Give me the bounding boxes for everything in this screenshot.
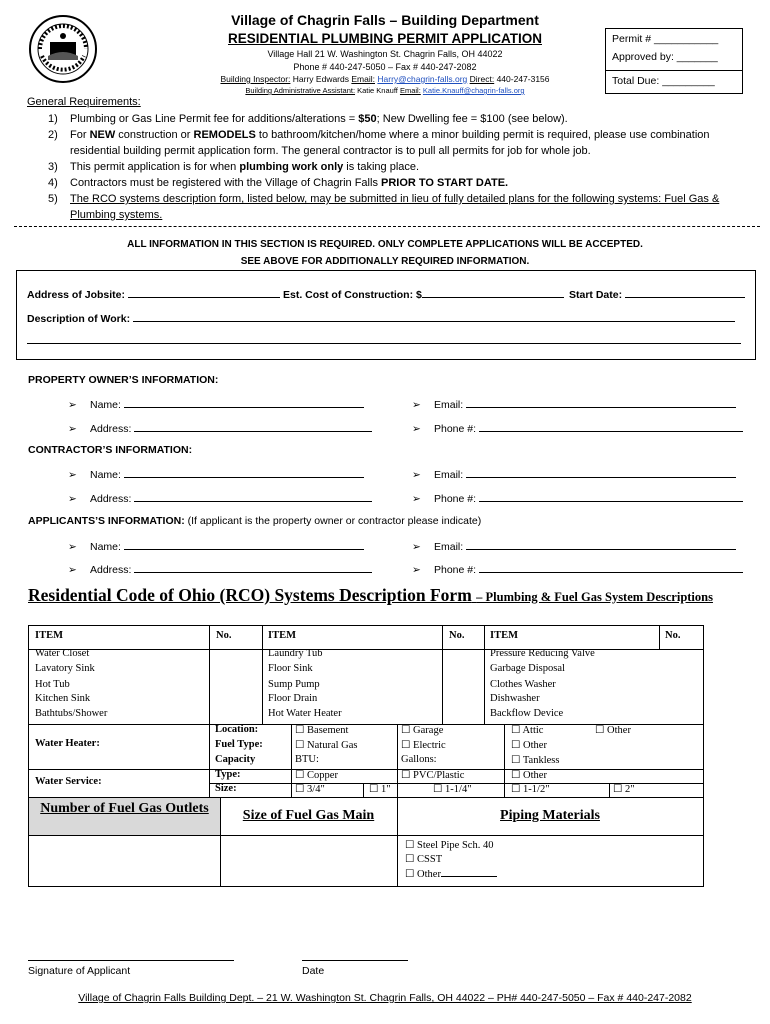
size-1-checkbox[interactable]: ☐ 1"	[369, 784, 391, 795]
natural-gas-checkbox[interactable]: ☐ Natural Gas	[295, 740, 358, 751]
rco-title-sub: – Plumbing & Fuel Gas System Descriptions	[476, 590, 713, 604]
start-date-label: Start Date:	[569, 289, 623, 301]
required-notice-2: SEE ABOVE FOR ADDITIONALLY REQUIRED INFORMATION.	[240, 256, 530, 267]
job-info-box	[16, 270, 756, 360]
total-due-field: Total Due: _________	[612, 75, 715, 87]
contractor-phone-field[interactable]	[412, 491, 743, 505]
village-seal-logo	[28, 14, 98, 84]
general-requirements-title: General Requirements:	[27, 96, 141, 108]
copper-checkbox[interactable]: ☐ Copper	[295, 770, 338, 781]
department-title: Village of Chagrin Falls – Building Department	[231, 12, 539, 28]
owner-name-field[interactable]	[68, 397, 364, 411]
office-use-box	[605, 28, 743, 94]
arrow-bullet-icon: ➢	[68, 493, 77, 505]
arrow-bullet-icon: ➢	[68, 564, 77, 576]
applicant-name-label: Name:	[90, 541, 121, 553]
size-1-1-2-checkbox[interactable]: ☐ 1-1/2"	[511, 784, 550, 795]
steel-pipe-checkbox[interactable]: ☐ Steel Pipe Sch. 40	[405, 840, 494, 851]
requirement-number: 5)	[48, 193, 58, 205]
arrow-bullet-icon: ➢	[412, 399, 421, 411]
applicant-address-line[interactable]	[134, 562, 372, 573]
permit-number-field: Permit # ___________	[612, 33, 719, 45]
rco-title-main: Residential Code of Ohio (RCO) Systems Description Form	[28, 585, 472, 605]
description-label: Description of Work:	[27, 313, 131, 325]
water-service-label: Water Service:	[35, 776, 102, 787]
garage-checkbox[interactable]: ☐ Garage	[401, 725, 444, 736]
applicant-note: (If applicant is the property owner or contractor please indicate)	[187, 515, 482, 527]
applicant-email-label: Email:	[434, 541, 464, 553]
assistant-label: Building Administrative Assistant:	[245, 86, 356, 95]
contractor-email-field[interactable]	[412, 467, 736, 481]
requirement-text: Plumbing or Gas Line Permit fee for additions/alterations = $50; New Dwelling fee = $100 (see below).	[70, 113, 568, 125]
piping-materials-header: Piping Materials	[500, 808, 600, 823]
table-col-divider	[609, 783, 610, 797]
item-floor-sink: Floor Sink	[268, 663, 313, 674]
owner-email-line[interactable]	[466, 397, 736, 408]
arrow-bullet-icon: ➢	[412, 469, 421, 481]
applicant-email-line[interactable]	[466, 539, 736, 550]
arrow-bullet-icon: ➢	[68, 469, 77, 481]
item-garbage-disposal: Garbage Disposal	[490, 663, 565, 674]
applicant-phone-label: Phone #:	[434, 564, 477, 576]
item-backflow-device: Backflow Device	[490, 708, 564, 719]
owner-address-line[interactable]	[134, 421, 372, 432]
fuel-gas-table	[28, 797, 704, 887]
item-kitchen-sink: Kitchen Sink	[35, 693, 91, 704]
jobsite-address-line[interactable]	[128, 287, 280, 298]
type-label: Type:	[215, 769, 241, 780]
cost-line[interactable]	[422, 287, 564, 298]
contractor-phone-line[interactable]	[479, 491, 743, 502]
contractor-email-line[interactable]	[466, 467, 736, 478]
fuel-type-label: Fuel Type:	[215, 739, 263, 750]
approved-by-field: Approved by: _______	[612, 51, 718, 63]
requirement-number: 3)	[48, 161, 58, 173]
arrow-bullet-icon: ➢	[68, 423, 77, 435]
electric-checkbox[interactable]: ☐ Electric	[401, 740, 446, 751]
inspector-label: Building Inspector:	[220, 74, 291, 84]
arrow-bullet-icon: ➢	[412, 423, 421, 435]
applicant-address-field[interactable]	[68, 562, 372, 576]
other-fuel-checkbox[interactable]: ☐ Other	[511, 740, 547, 751]
item-clothes-washer: Clothes Washer	[490, 679, 556, 690]
item-dishwasher: Dishwasher	[490, 693, 540, 704]
owner-phone-label: Phone #:	[434, 423, 477, 435]
general-requirements-list	[48, 111, 748, 223]
csst-checkbox[interactable]: ☐ CSST	[405, 854, 443, 865]
requirement-text: Contractors must be registered with the Village of Chagrin Falls PRIOR TO START DATE.	[70, 177, 509, 189]
arrow-bullet-icon: ➢	[68, 399, 77, 411]
item-hot-water-heater: Hot Water Heater	[268, 708, 342, 719]
other-piping-checkbox[interactable]	[405, 867, 497, 880]
requirement-number: 1)	[48, 113, 58, 125]
contractor-address-label: Address:	[90, 493, 132, 505]
col-header-no: No.	[665, 630, 681, 641]
applicant-phone-field[interactable]	[412, 562, 743, 576]
requirement-item	[48, 175, 748, 191]
table-col-divider	[262, 626, 263, 724]
inspector-name: Harry Edwards	[292, 74, 349, 84]
table-row-divider	[29, 835, 703, 836]
applicant-name-field[interactable]	[68, 539, 364, 553]
assistant-name: Katie Knauff	[357, 86, 398, 95]
requirement-item	[48, 159, 748, 175]
fuel-gas-outlets-header: Number of Fuel Gas Outlets	[40, 801, 209, 816]
owner-phone-line[interactable]	[479, 421, 743, 432]
arrow-bullet-icon: ➢	[412, 541, 421, 553]
table-col-divider	[291, 724, 292, 797]
owner-name-line[interactable]	[124, 397, 364, 408]
water-heater-label: Water Heater:	[35, 738, 100, 749]
applicant-address-label: Address:	[90, 564, 132, 576]
contractor-name-field[interactable]	[68, 467, 364, 481]
other-piping-line[interactable]	[441, 867, 497, 877]
table-col-divider	[209, 724, 210, 797]
table-row-divider	[29, 769, 703, 770]
contractor-address-line[interactable]	[134, 491, 372, 502]
requirement-text: For NEW construction or REMODELS to bathroom/kitchen/home where a minor building permit is required, please use combination residential building permit application form. The general contractor is to pull all permits for job for whole job.	[70, 129, 710, 157]
arrow-bullet-icon: ➢	[412, 564, 421, 576]
col-header-item: ITEM	[490, 630, 519, 641]
form-title: RESIDENTIAL PLUMBING PERMIT APPLICATION	[227, 31, 542, 46]
cost-label: Est. Cost of Construction: $	[283, 289, 422, 301]
item-floor-drain: Floor Drain	[268, 693, 318, 704]
inspector-email-link[interactable]: Harry@chagrin-falls.org	[377, 74, 468, 84]
requirement-item	[48, 127, 748, 159]
description-line[interactable]	[133, 311, 735, 322]
jobsite-address-label: Address of Jobsite:	[27, 289, 126, 301]
applicant-name-line[interactable]	[124, 539, 364, 550]
assistant-contact	[150, 86, 620, 95]
item-laundry-tub: Laundry Tub	[268, 648, 323, 659]
btu-field[interactable]: BTU:	[295, 754, 319, 765]
owner-section-title: PROPERTY OWNER’S INFORMATION:	[28, 374, 219, 386]
col-header-item: ITEM	[268, 630, 297, 641]
capacity-label: Capacity	[215, 754, 256, 765]
table-col-divider	[659, 626, 660, 649]
owner-phone-field[interactable]	[412, 421, 743, 435]
table-col-divider	[397, 724, 398, 797]
page-footer: Village of Chagrin Falls Building Dept. – 21 W. Washington St. Chagrin Falls, OH 44022 – PH# 440-247-5050 – Fax # 440-247-2082	[78, 992, 692, 1004]
owner-name-label: Name:	[90, 399, 121, 411]
table-col-divider	[484, 626, 485, 724]
basement-checkbox[interactable]: ☐ Basement	[295, 725, 349, 736]
location-label: Location:	[215, 724, 259, 735]
assistant-email-label: Email:	[399, 86, 421, 95]
col-header-no: No.	[449, 630, 465, 641]
contractor-phone-label: Phone #:	[434, 493, 477, 505]
table-col-divider	[363, 783, 364, 797]
owner-email-field[interactable]	[412, 397, 736, 411]
tankless-checkbox[interactable]: ☐ Tankless	[511, 755, 560, 766]
attic-checkbox[interactable]: ☐ Attic	[511, 725, 544, 736]
item-pressure-reducing-valve: Pressure Reducing Valve	[490, 648, 595, 659]
applicant-section-title	[28, 515, 481, 527]
table-col-divider	[209, 626, 210, 724]
contractor-section-title: CONTRACTOR’S INFORMATION:	[28, 444, 193, 456]
owner-email-label: Email:	[434, 399, 464, 411]
item-water-closet: Water Closet	[35, 648, 90, 659]
requirement-number: 4)	[48, 177, 58, 189]
requirement-text: The RCO systems description form, listed below, may be submitted in lieu of fully detailed plans for the following systems: Fuel Gas & Plumbing systems.	[70, 193, 720, 221]
owner-address-label: Address:	[90, 423, 132, 435]
item-hot-tub: Hot Tub	[35, 679, 70, 690]
fuel-gas-main-header: Size of Fuel Gas Main	[242, 808, 375, 823]
contractor-name-label: Name:	[90, 469, 121, 481]
pvc-plastic-checkbox[interactable]: ☐ PVC/Plastic	[401, 770, 465, 781]
rco-form-title	[28, 585, 713, 606]
inspector-direct-label: Direct:	[469, 74, 495, 84]
size-3-4-checkbox[interactable]: ☐ 3/4"	[295, 784, 325, 795]
description-line-2[interactable]	[27, 343, 741, 344]
other-location-checkbox[interactable]: ☐ Other	[595, 725, 631, 736]
size-1-1-4-checkbox[interactable]: ☐ 1-1/4"	[433, 784, 472, 795]
date-line[interactable]	[302, 960, 408, 961]
section-divider	[14, 226, 760, 227]
inspector-email-label: Email:	[351, 74, 375, 84]
owner-address-field[interactable]	[68, 421, 372, 435]
arrow-bullet-icon: ➢	[412, 493, 421, 505]
signature-line[interactable]	[28, 960, 234, 961]
table-col-divider	[442, 626, 443, 724]
rco-systems-table	[28, 625, 704, 798]
arrow-bullet-icon: ➢	[68, 541, 77, 553]
item-bathtubs-shower: Bathtubs/Shower	[35, 708, 108, 719]
inspector-contact	[150, 74, 620, 84]
signature-label: Signature of Applicant	[28, 965, 131, 977]
item-lavatory-sink: Lavatory Sink	[35, 663, 95, 674]
col-header-item: ITEM	[35, 630, 64, 641]
applicant-email-field[interactable]	[412, 539, 736, 553]
required-notice: ALL INFORMATION IN THIS SECTION IS REQUIRED. ONLY COMPLETE APPLICATIONS WILL BE ACCEPTED.	[127, 239, 643, 250]
other-type-checkbox[interactable]: ☐ Other	[511, 770, 547, 781]
date-label: Date	[302, 965, 325, 977]
contractor-email-label: Email:	[434, 469, 464, 481]
contractor-address-field[interactable]	[68, 491, 372, 505]
item-sump-pump: Sump Pump	[268, 679, 320, 690]
size-label: Size:	[215, 783, 237, 794]
table-row-divider	[29, 649, 703, 650]
jobsite-address-field[interactable]	[27, 287, 280, 301]
requirement-text: This permit application is for when plumbing work only is taking place.	[70, 161, 420, 173]
assistant-email-link[interactable]: Katie.Knauff@chagrin-falls.org	[422, 86, 525, 95]
gallons-field[interactable]: Gallons:	[401, 754, 437, 765]
col-header-no: No.	[216, 630, 232, 641]
requirement-item	[48, 111, 748, 127]
start-date-field[interactable]	[569, 287, 745, 301]
applicant-title: APPLICANTS’S INFORMATION:	[28, 515, 185, 527]
description-field[interactable]	[27, 311, 735, 325]
size-2-checkbox[interactable]: ☐ 2"	[613, 784, 635, 795]
inspector-direct-phone: 440-247-3156	[496, 74, 550, 84]
other-piping-label: ☐ Other	[405, 869, 441, 880]
applicant-phone-line[interactable]	[479, 562, 743, 573]
village-address: Village Hall 21 W. Washington St. Chagrin Falls, OH 44022	[267, 49, 503, 59]
requirement-item	[48, 191, 748, 223]
cost-field[interactable]	[283, 287, 564, 301]
contractor-name-line[interactable]	[124, 467, 364, 478]
start-date-line[interactable]	[625, 287, 745, 298]
table-col-divider	[504, 724, 505, 797]
requirement-number: 2)	[48, 129, 58, 141]
phone-fax: Phone # 440-247-5050 – Fax # 440-247-2082	[293, 62, 477, 72]
permit-box-divider	[606, 70, 742, 71]
